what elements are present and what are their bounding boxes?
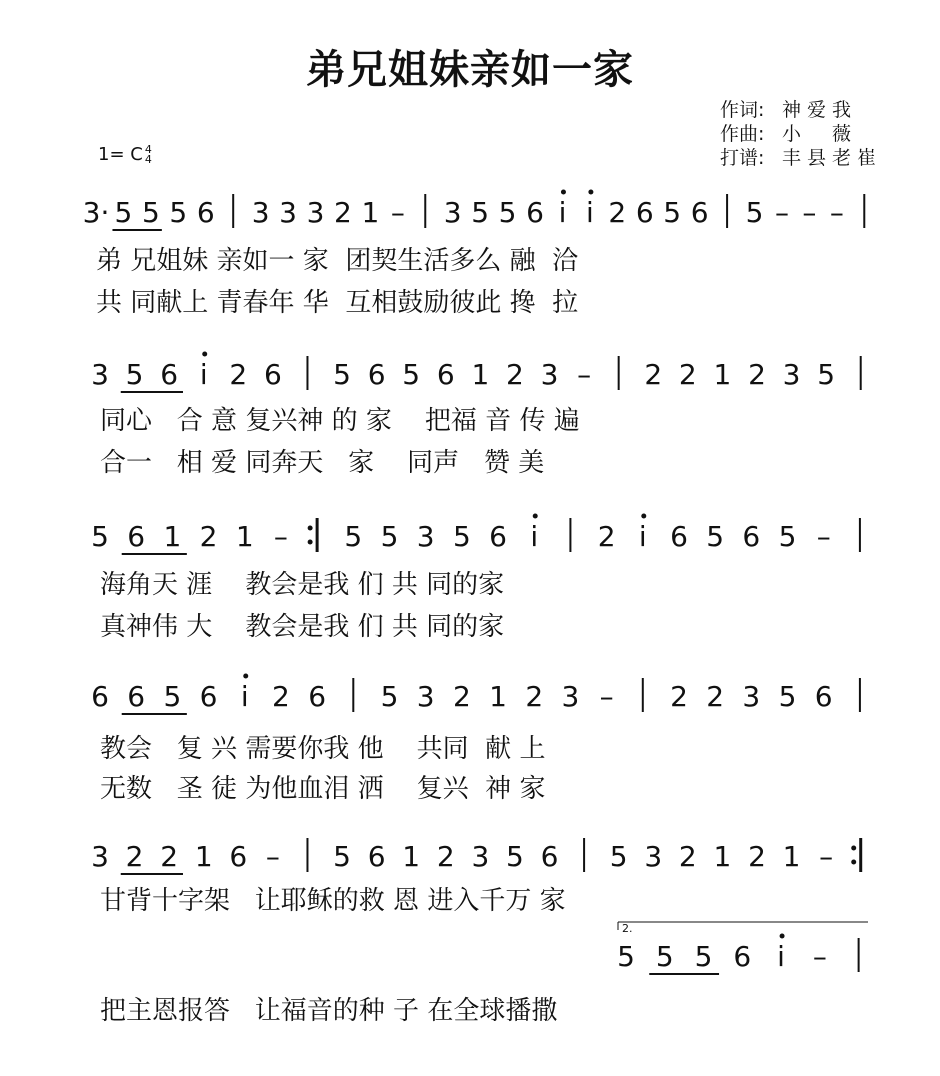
- note: 1: [194, 840, 213, 873]
- note: 5: [655, 940, 674, 973]
- note: 5: [380, 680, 399, 713]
- note: 5: [452, 520, 471, 553]
- note: 5: [91, 520, 109, 553]
- note: 5: [141, 196, 160, 229]
- note: 3: [540, 358, 559, 391]
- note: 1: [402, 840, 421, 873]
- note: 5: [506, 840, 524, 873]
- note: 2: [748, 840, 766, 873]
- note: 5: [706, 520, 725, 553]
- lyric-line: 共 同献上 青春年 华 互相鼓励彼此 搀 拉: [96, 288, 579, 318]
- note: –: [819, 840, 834, 873]
- note: 5: [344, 520, 363, 553]
- note: 3: [443, 196, 462, 229]
- note: 5: [694, 940, 713, 973]
- note: i: [586, 196, 594, 229]
- note: 6: [670, 520, 688, 553]
- note: 1: [235, 520, 254, 553]
- note: i: [777, 940, 785, 973]
- octave-dot: [561, 190, 566, 195]
- note: 6: [489, 520, 507, 553]
- note: 5: [333, 358, 351, 391]
- note: 2: [597, 520, 616, 553]
- note: 2: [125, 840, 144, 873]
- credit-value: 丰县老崔: [782, 147, 883, 169]
- lyric-line: 无数 圣 徒 为他血泪 洒 复兴 神 家: [100, 774, 546, 804]
- repeat-dot: [308, 526, 313, 531]
- repeat-dot: [851, 860, 856, 865]
- note: –: [816, 520, 831, 553]
- note: 6: [229, 840, 248, 873]
- note: 6: [814, 680, 833, 713]
- note: 6: [635, 196, 654, 229]
- note: 6: [196, 196, 215, 229]
- note: 5: [745, 196, 764, 229]
- repeat-dot: [308, 540, 313, 545]
- time-bottom: 4: [144, 152, 152, 166]
- note: 5: [778, 520, 797, 553]
- lyric-line: 合一 相 爱 同奔天 家 同声 赞 美: [100, 448, 545, 478]
- note: 6: [308, 680, 327, 713]
- note: –: [802, 196, 817, 229]
- note: 3: [306, 196, 325, 229]
- note: 6: [160, 358, 179, 391]
- note: 2: [644, 358, 663, 391]
- note: 3: [742, 680, 761, 713]
- note: 3: [416, 680, 435, 713]
- octave-dot: [780, 934, 785, 939]
- octave-dot: [588, 190, 593, 195]
- note: 5: [617, 940, 635, 973]
- credit-value: 神爱我: [782, 99, 858, 121]
- note: 5: [609, 840, 628, 873]
- note: 6: [367, 840, 386, 873]
- note: 5: [125, 358, 144, 391]
- note: –: [829, 196, 844, 229]
- note: 1: [489, 680, 507, 713]
- note: 6: [367, 358, 386, 391]
- note: 6: [263, 358, 282, 391]
- note: 5: [163, 680, 182, 713]
- note: 3: [782, 358, 801, 391]
- lyric-line: 教会 复 兴 需要你我 他 共同 献 上: [100, 734, 546, 764]
- note: 1: [163, 520, 182, 553]
- note: 2: [506, 358, 524, 391]
- time-top: 4: [144, 142, 152, 156]
- note: 5: [663, 196, 682, 229]
- note: 3: [279, 196, 297, 229]
- note: 2: [334, 196, 352, 229]
- note: 1: [713, 840, 732, 873]
- note: 3: [251, 196, 270, 229]
- note: 3: [91, 840, 109, 873]
- note: 2: [678, 358, 697, 391]
- note: 2: [706, 680, 725, 713]
- note: 2: [748, 358, 766, 391]
- repeat-dot: [851, 846, 856, 851]
- note: 5: [169, 196, 188, 229]
- note: 1: [361, 196, 380, 229]
- note: 6: [127, 520, 146, 553]
- note: 3: [471, 840, 490, 873]
- note: 3: [561, 680, 580, 713]
- note: 2: [199, 520, 218, 553]
- note: 3·: [82, 196, 110, 229]
- note: 5: [402, 358, 421, 391]
- note: 5: [778, 680, 797, 713]
- note: 2: [272, 680, 290, 713]
- note: 2: [670, 680, 688, 713]
- volta-label: 2.: [622, 922, 633, 935]
- credit-label: 打谱:: [720, 147, 765, 169]
- note: 5: [817, 358, 836, 391]
- note: 2: [608, 196, 627, 229]
- note: 2: [525, 680, 544, 713]
- credit-label: 作曲:: [720, 123, 765, 145]
- note: 1: [782, 840, 801, 873]
- note: 6: [733, 940, 752, 973]
- note: 2: [229, 358, 248, 391]
- note: 6: [127, 680, 146, 713]
- lyric-line: 同心 合 意 复兴神 的 家 把福 音 传 遍: [100, 406, 580, 436]
- lyric-line: 真神伟 大 教会是我 们 共 同的家: [100, 612, 505, 642]
- note: 2: [436, 840, 455, 873]
- note: 6: [540, 840, 559, 873]
- note: 2: [452, 680, 471, 713]
- credit-label: 作词:: [720, 99, 765, 121]
- note: 5: [333, 840, 351, 873]
- note: i: [530, 520, 539, 553]
- note: –: [812, 940, 827, 973]
- note: 6: [526, 196, 544, 229]
- note: –: [599, 680, 614, 713]
- note: 6: [742, 520, 761, 553]
- note: 3: [416, 520, 435, 553]
- credit-value: 小 薇: [782, 123, 858, 145]
- lyric-line: 海角天 涯 教会是我 们 共 同的家: [100, 570, 505, 600]
- note: i: [638, 520, 647, 553]
- note: 6: [436, 358, 455, 391]
- song-title: 弟兄姐妹亲如一家: [306, 47, 634, 93]
- note: 2: [678, 840, 697, 873]
- octave-dot: [243, 674, 248, 679]
- note: 3: [644, 840, 663, 873]
- note: 3: [91, 358, 109, 391]
- octave-dot: [641, 514, 646, 519]
- note: i: [240, 680, 249, 713]
- note: 6: [690, 196, 709, 229]
- lyric-line: 弟 兄姐妹 亲如一 家 团契生活多么 融 洽: [96, 246, 579, 276]
- note: 5: [498, 196, 517, 229]
- note: –: [265, 840, 280, 873]
- note: 5: [471, 196, 490, 229]
- octave-dot: [533, 514, 538, 519]
- lyric-line: 甘背十字架 让耶稣的救 恩 进入千万 家: [100, 886, 566, 916]
- note: 1: [471, 358, 490, 391]
- note: 5: [380, 520, 399, 553]
- note: –: [774, 196, 789, 229]
- note: 5: [114, 196, 133, 229]
- lyric-line: 把主恩报答 让福音的种 子 在全球播撒: [100, 996, 558, 1026]
- note: 1: [713, 358, 732, 391]
- key-label: 1= C: [98, 144, 143, 165]
- note: –: [390, 196, 405, 229]
- note: i: [199, 358, 208, 391]
- note: 2: [160, 840, 179, 873]
- note: –: [273, 520, 288, 553]
- octave-dot: [202, 352, 207, 357]
- note: i: [558, 196, 567, 229]
- note: 6: [199, 680, 218, 713]
- note: 6: [91, 680, 109, 713]
- note: –: [577, 358, 592, 391]
